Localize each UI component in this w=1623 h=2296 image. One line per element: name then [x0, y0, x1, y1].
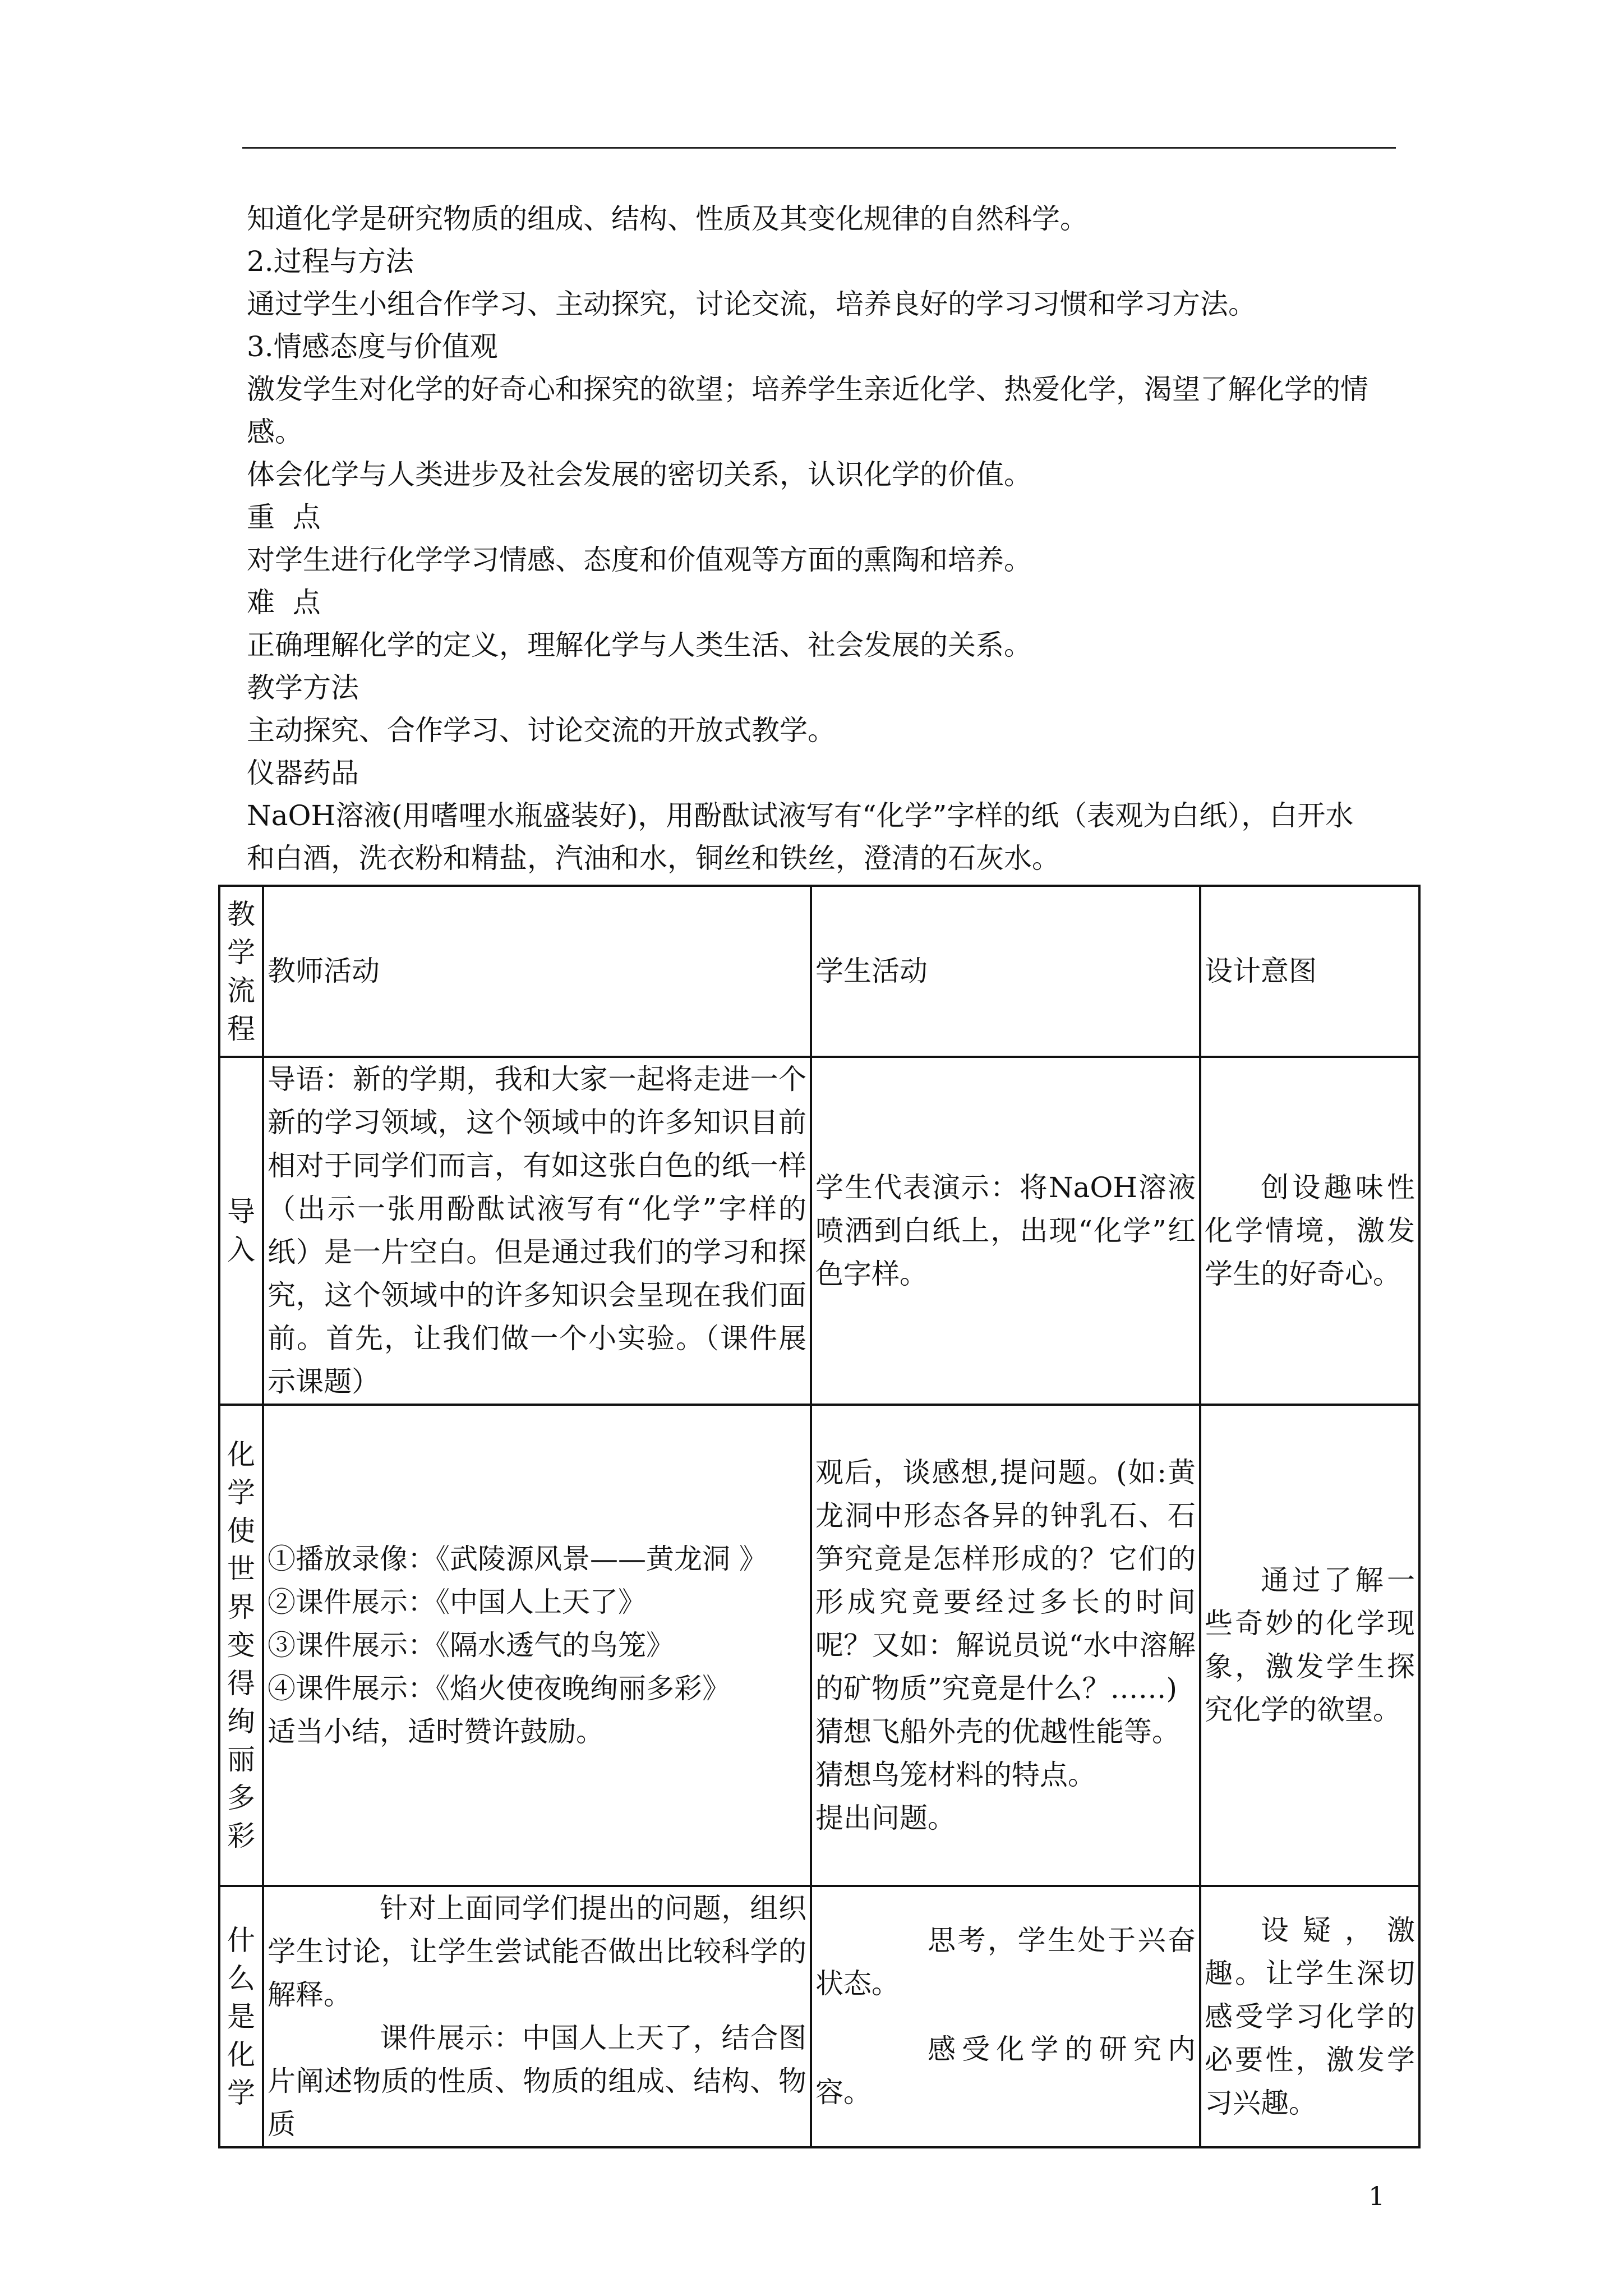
teacher-line: ③课件展示：《隔水透气的鸟笼》 [268, 1628, 674, 1662]
header-intent: 设计意图 [1200, 886, 1419, 1057]
intro-section [247, 197, 1402, 880]
section-heading: 难 点 [247, 586, 321, 619]
stage-cell: 什么是化学 [219, 1886, 263, 2147]
teacher-line: 针对上面同学们提出的问题，组织学生讨论，让学生尝试能否做出比较科学的解释。 [268, 1892, 806, 2011]
student-line: 观后，谈感想,提问题。(如:黄龙洞中形态各异的钟乳石、石笋究竟是怎样形成的？它们的形成究竟要经过多长的时间呢？又如：解说员说“水中溶解的矿物质”究竟是什么？……) [815, 1456, 1196, 1705]
teacher-activity [263, 1405, 811, 1886]
student-activity: 学生代表演示：将NaOH溶液喷洒到白纸上，出现“化学”红色字样。 [811, 1057, 1200, 1405]
design-intent: 创设趣味性化学情境，激发学生的好奇心。 [1200, 1057, 1419, 1405]
student-line: 提出问题。 [815, 1801, 956, 1834]
intro-line: 和白酒，洗衣粉和精盐，汽油和水，铜丝和铁丝，澄清的石灰水。 [247, 842, 1060, 875]
teacher-line: 课件展示：中国人上天了，结合图片阐述物质的性质、物质的组成、结构、物质 [268, 2022, 806, 2141]
intro-line: 2.过程与方法 [247, 245, 414, 278]
intro-line: NaOH溶液(用嗜哩水瓶盛装好)，用酚酞试液写有“化学”字样的纸（表观为白纸），白开水 [247, 799, 1354, 832]
student-activity [811, 1405, 1200, 1886]
table-row [219, 1405, 1419, 1886]
intro-line: 知道化学是研究物质的组成、结构、性质及其变化规律的自然科学。 [247, 203, 1088, 235]
intro-line: 3.情感态度与价值观 [247, 330, 498, 363]
teacher-line: ④课件展示：《焰火使夜晚绚丽多彩》 [268, 1672, 730, 1705]
teacher-activity [263, 1886, 811, 2147]
intro-line: 激发学生对化学的好奇心和探究的欲望；培养学生亲近化学、热爱化学，渴望了解化学的情 [247, 373, 1368, 406]
stage-cell: 导入 [219, 1057, 263, 1405]
design-intent: 设疑，激趣。让学生深切感受学习化学的必要性，激发学习兴趣。 [1200, 1886, 1419, 2147]
header-rule [242, 147, 1396, 149]
student-line: 猜想飞船外壳的优越性能等。 [815, 1715, 1180, 1748]
intro-line: 主动探究、合作学习、讨论交流的开放式教学。 [247, 714, 836, 747]
section-heading: 重 点 [247, 501, 321, 533]
section-heading: 仪器药品 [247, 757, 359, 789]
teacher-line: ②课件展示：《中国人上天了》 [268, 1585, 646, 1618]
header-stage: 教学流程 [219, 886, 263, 1057]
teacher-line: 适当小结，适时赞许鼓励。 [268, 1715, 604, 1748]
student-activity [811, 1886, 1200, 2147]
intro-line: 感。 [247, 416, 303, 448]
stage-cell: 化学使世界变得绚丽多彩 [219, 1405, 263, 1886]
teacher-activity: 导语：新的学期，我和大家一起将走进一个新的学习领域，这个领域中的许多知识目前相对于同学们而言，有如这张白色的纸一样（出示一张用酚酞试液写有“化学”字样的纸）是一片空白。但是通过我们的学习和探究，这个领域中的许多知识会呈现在我们面前。首先，让我们做一个小实验。（课件展示课题） [263, 1057, 811, 1405]
header-student: 学生活动 [811, 886, 1200, 1057]
table-row [219, 1886, 1419, 2147]
teacher-line: ①播放录像：《武陵源风景——黄龙洞 》 [268, 1542, 767, 1575]
page-number: 1 [1368, 2181, 1385, 2211]
header-teacher: 教师活动 [263, 886, 811, 1057]
intro-line: 对学生进行化学学习情感、态度和价值观等方面的熏陶和培养。 [247, 544, 1032, 576]
lesson-plan-table [218, 885, 1421, 2148]
table-header-row [219, 886, 1419, 1057]
student-line: 感受化学的研究内容。 [815, 2033, 1196, 2109]
intro-line: 通过学生小组合作学习、主动探究，讨论交流，培养良好的学习习惯和学习方法。 [247, 288, 1256, 320]
design-intent: 通过了解一些奇妙的化学现象，激发学生探究化学的欲望。 [1200, 1405, 1419, 1886]
intro-line: 体会化学与人类进步及社会发展的密切关系，认识化学的价值。 [247, 458, 1032, 491]
student-line: 猜想鸟笼材料的特点。 [815, 1758, 1096, 1791]
section-heading: 教学方法 [247, 671, 359, 704]
intro-line: 正确理解化学的定义，理解化学与人类生活、社会发展的关系。 [247, 629, 1032, 661]
table-row [219, 1057, 1419, 1405]
student-line: 思考，学生处于兴奋状态。 [815, 1924, 1196, 2000]
